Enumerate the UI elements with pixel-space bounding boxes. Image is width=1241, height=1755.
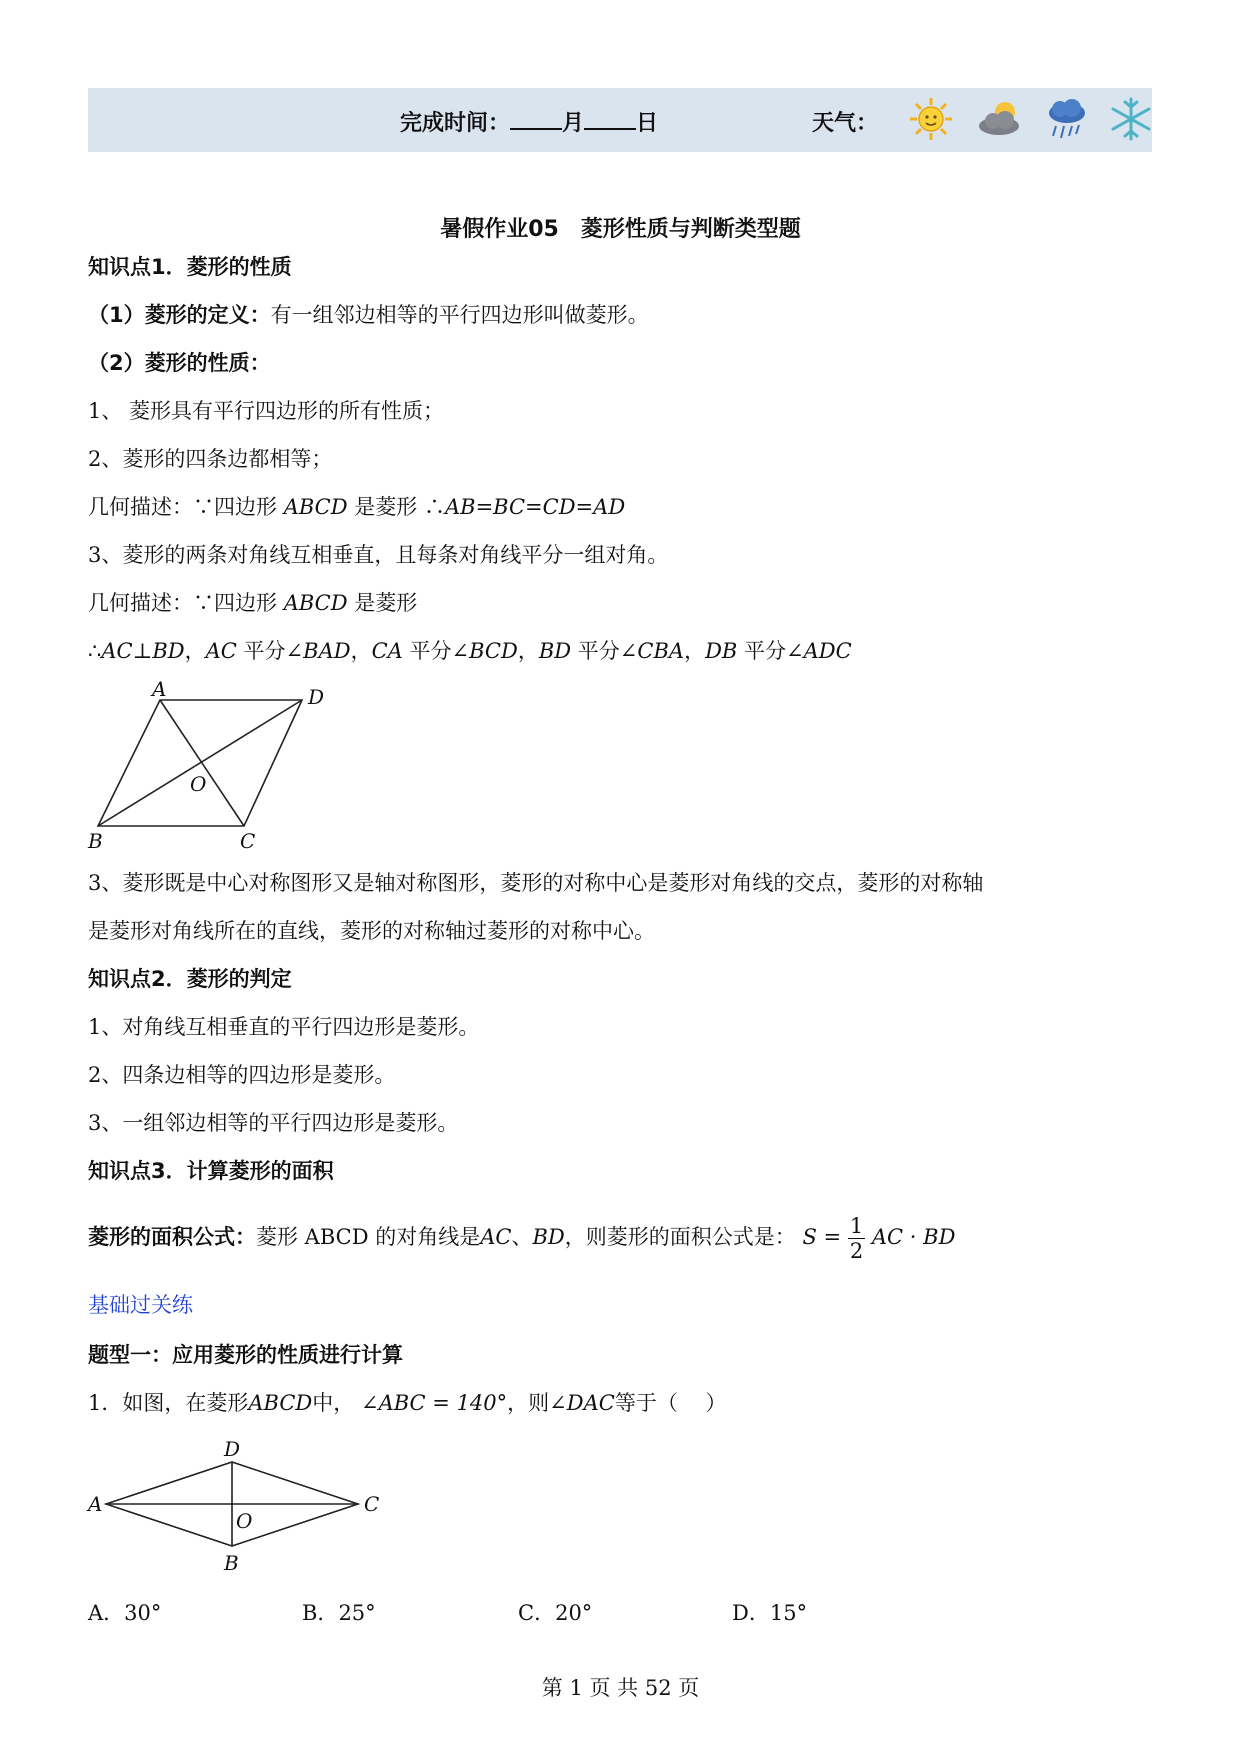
geo1-b: ABCD	[283, 495, 348, 519]
option-c-value: 20°	[555, 1601, 593, 1625]
fraction-den: 2	[849, 1239, 864, 1263]
formula-ac: AC	[480, 1225, 512, 1249]
completion-label: 完成时间：	[400, 111, 511, 136]
geo-desc-1	[88, 492, 625, 522]
prop-2: 2、菱形的四条边都相等；	[88, 447, 333, 471]
geo3-segment: ∴	[88, 639, 102, 663]
sun-icon	[908, 96, 954, 142]
option-c[interactable]	[518, 1598, 592, 1628]
label2-b: B	[224, 1551, 239, 1575]
q1-c: 中，	[312, 1391, 355, 1415]
prop-3: 3、菱形的两条对角线互相垂直，且每条对角线平分一组对角。	[88, 543, 669, 567]
geo3-segment: DB	[705, 639, 738, 663]
day-label: 日	[636, 111, 659, 136]
option-a[interactable]	[88, 1598, 161, 1628]
option-d[interactable]	[732, 1598, 807, 1628]
snow-icon	[1108, 96, 1154, 142]
def-text: 有一组邻边相等的平行四边形叫做菱形。	[270, 303, 649, 327]
def-label: （1）菱形的定义：	[88, 303, 271, 327]
month-label: 月	[562, 111, 585, 136]
kp3-heading: 知识点3．计算菱形的面积	[88, 1159, 334, 1183]
q1-a: 1．如图，在菱形	[88, 1391, 249, 1415]
q1-g: 等于（ ）	[614, 1391, 727, 1415]
geo3-segment: 平分∠	[737, 639, 804, 663]
criterion-1: 1、对角线互相垂直的平行四边形是菱形。	[88, 1015, 480, 1039]
prop-4-line-2: 是菱形对角线所在的直线，菱形的对称轴过菱形的对称中心。	[88, 919, 655, 943]
geo3-segment: CBA	[637, 639, 685, 663]
label2-a: A	[88, 1492, 103, 1516]
label-o: O	[190, 772, 207, 796]
rain-icon	[1044, 96, 1090, 142]
option-b-value: 25°	[338, 1601, 376, 1625]
rhombus-figure-1	[86, 680, 346, 856]
fraction-half	[848, 1214, 865, 1263]
geo-desc-2	[88, 588, 417, 618]
option-b[interactable]	[302, 1598, 376, 1628]
formula-sep: 、	[511, 1225, 533, 1249]
geo1-d: AB=BC=CD=AD	[444, 495, 626, 519]
option-a-value: 30°	[124, 1601, 162, 1625]
geo1-c: 是菱形 ∴	[354, 495, 445, 519]
rhombus-figure-2	[86, 1434, 396, 1584]
criterion-2: 2、四条边相等的四边形是菱形。	[88, 1063, 396, 1087]
option-a-letter: A．	[88, 1601, 125, 1625]
q1-b: ABCD	[248, 1391, 313, 1415]
geo3-segment: ，	[517, 639, 539, 663]
geo3-segment: AC	[101, 639, 133, 663]
geo3-segment: ，	[184, 639, 206, 663]
geo3-segment: AC	[205, 639, 237, 663]
label2-d: D	[224, 1437, 241, 1461]
geo3-segment: 平分∠	[571, 639, 638, 663]
section-heading: 基础过关练	[88, 1293, 193, 1317]
geo2-a: 几何描述：∵四边形	[88, 591, 277, 615]
geo3-segment: BCD	[469, 639, 518, 663]
weather-label: 天气：	[812, 111, 879, 136]
criterion-3: 3、一组邻边相等的平行四边形是菱形。	[88, 1111, 459, 1135]
geo3-segment: ，	[350, 639, 372, 663]
day-blank[interactable]	[584, 108, 636, 130]
label-d: D	[308, 685, 325, 709]
kp2-heading: 知识点2．菱形的判定	[88, 967, 292, 991]
area-formula	[88, 1214, 955, 1263]
geo-desc-3	[88, 636, 852, 666]
geo1-a: 几何描述：∵四边形	[88, 495, 277, 519]
q1-d: ∠ABC = 140°	[360, 1391, 508, 1415]
geo2-b: ABCD	[283, 591, 348, 615]
kp1-heading: 知识点1．菱形的性质	[88, 255, 292, 279]
completion-time	[400, 106, 658, 137]
geo3-segment: CA	[371, 639, 403, 663]
formula-s: S =	[802, 1225, 842, 1249]
prop-4-line-1: 3、菱形既是中心对称图形又是轴对称图形，菱形的对称中心是菱形对角线的交点，菱形的对称轴	[88, 871, 984, 895]
option-d-value: 15°	[769, 1601, 808, 1625]
option-c-letter: C．	[518, 1601, 556, 1625]
geo3-segment: ADC	[803, 639, 852, 663]
label-b: B	[88, 829, 103, 853]
option-d-letter: D．	[732, 1601, 770, 1625]
q1-e: ，则	[507, 1391, 550, 1415]
geo3-segment: BD	[538, 639, 572, 663]
geo3-segment: ⊥	[132, 639, 153, 663]
label2-o: O	[236, 1509, 253, 1533]
option-b-letter: B．	[302, 1601, 339, 1625]
geo3-segment: BAD	[303, 639, 351, 663]
formula-text-b: ，则菱形的面积公式是：	[564, 1225, 796, 1249]
page-number: 第 1 页 共 52 页	[541, 1676, 700, 1700]
formula-label: 菱形的面积公式：	[88, 1225, 256, 1249]
formula-tail: AC · BD	[871, 1225, 956, 1249]
fraction-num: 1	[849, 1214, 864, 1238]
question-1	[88, 1388, 727, 1418]
type-1-heading: 题型一：应用菱形的性质进行计算	[88, 1343, 403, 1367]
month-blank[interactable]	[510, 108, 562, 130]
formula-bd: BD	[532, 1225, 565, 1249]
kp1-definition	[88, 300, 649, 330]
label2-c: C	[364, 1492, 380, 1516]
q1-f: ∠DAC	[549, 1391, 615, 1415]
geo3-segment: 平分∠	[402, 639, 470, 663]
diagonal-ac	[160, 700, 244, 826]
label-c: C	[240, 829, 256, 853]
formula-text-a: 菱形 ABCD 的对角线是	[256, 1225, 481, 1249]
page-title: 暑假作业05 菱形性质与判断类型题	[440, 217, 801, 242]
prop-1: 1、 菱形具有平行四边形的所有性质；	[88, 399, 445, 423]
geo3-segment: ，	[684, 639, 706, 663]
geo2-c: 是菱形	[354, 591, 418, 615]
prop-label: （2）菱形的性质：	[88, 351, 271, 375]
label-a: A	[152, 680, 167, 701]
geo3-segment: 平分∠	[236, 639, 304, 663]
geo3-segment: BD	[152, 639, 185, 663]
cloudy-icon	[975, 96, 1027, 142]
